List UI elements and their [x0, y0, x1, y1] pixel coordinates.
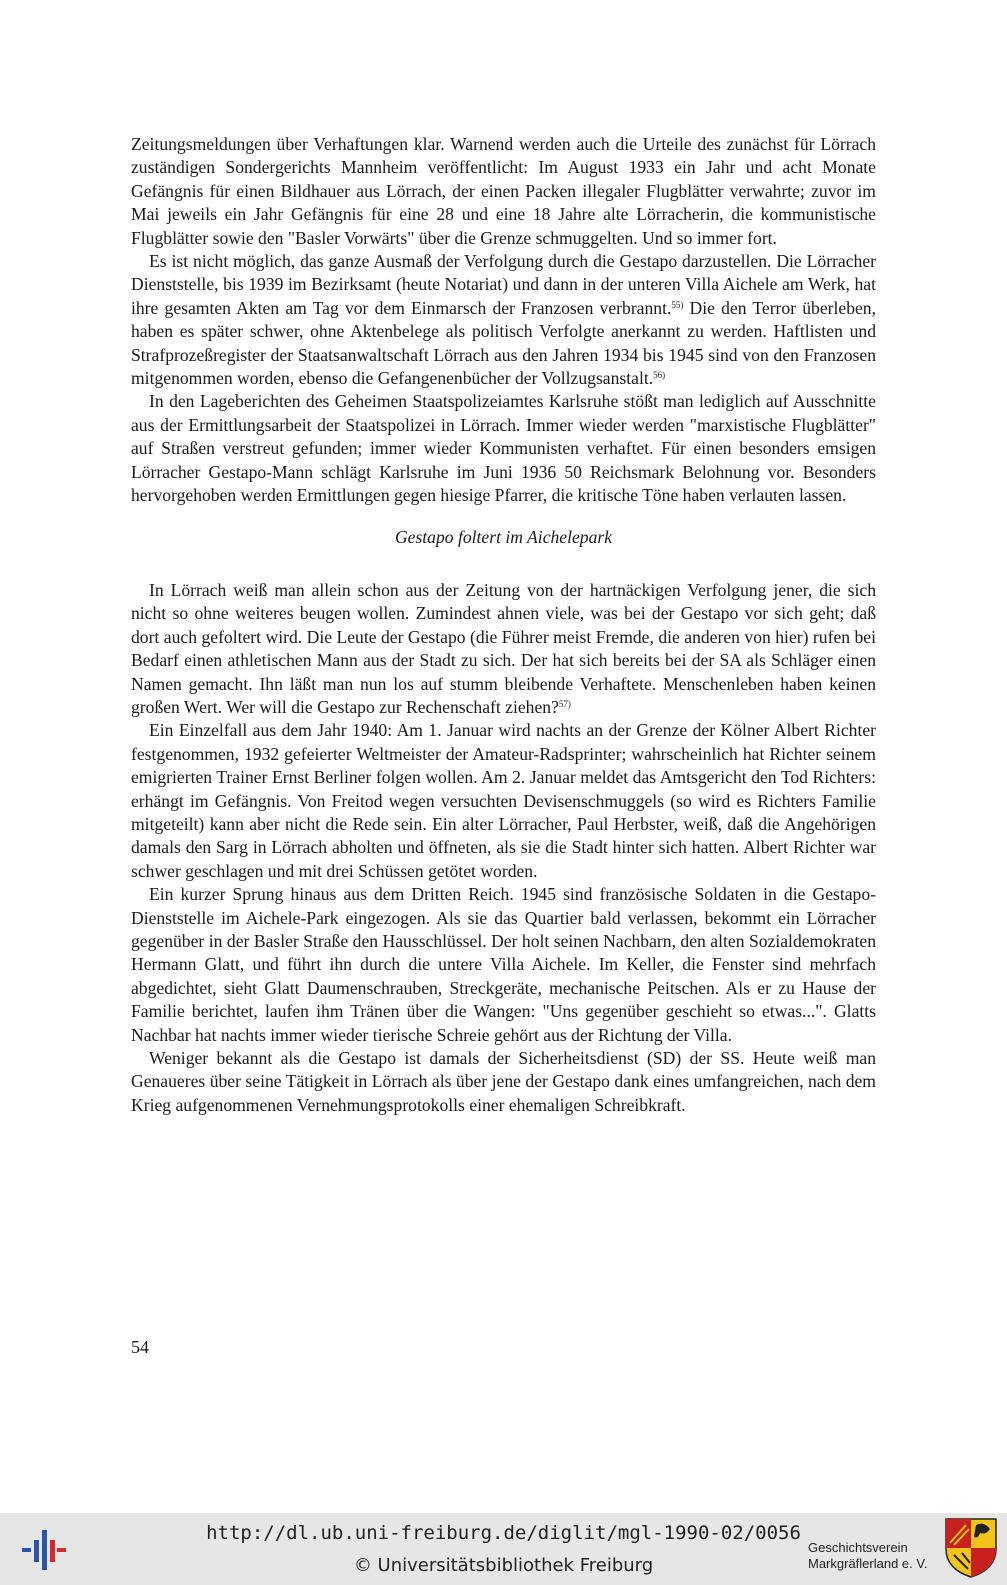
footnote-ref: 56)	[653, 370, 666, 381]
paragraph: Zeitungsmeldungen über Verhaftungen klar. Warnend werden auch die Urteile des zunächst für Lörrach zuständigen Sondergerichts Mannheim veröffentlicht: Im August 1933 ein Jahr und acht Monate Gefängnis für einen Bildhauer aus Lörrach, der einen Packen illegaler Flugblätter verwahrte; zuvor im Mai jeweils ein Jahr Gefängnis für eine 28 und eine 18 Jahre alte Lörracherin, die kommunistische Flugblätter sowie den "Basler Vorwärts" über die Grenze schmuggelten. Und so immer fort.	[131, 134, 876, 248]
section-heading: Gestapo foltert im Aichelepark	[394, 526, 613, 547]
document-link[interactable]: http://dl.ub.uni-freiburg.de/diglit/mgl-1990-02/0056	[206, 1522, 801, 1544]
paragraph: Weniger bekannt als die Gestapo ist damals der Sicherheitsdienst (SD) der SS. Heute weiß man Genaueres über seine Tätigkeit in Lörrach als über jene der Gestapo dank eines umfangreichen, nach dem Krieg aufgenommenen Vernehmungsprotokolls einer ehemaligen Schreibkraft.	[131, 1048, 876, 1115]
paragraph: In den Lageberichten des Geheimen Staatspolizeiamtes Karlsruhe stößt man lediglich auf Ausschnitte aus der Ermittlungsarbeit der Staatspolizei in Lörrach. Immer wieder werden "marxistische Flugblätter" auf Straßen verstreut gefunden; immer wieder Kommunisten verhaftet. Für einen besonders emsigen Lörracher Gestapo-Mann schlägt Karlsruhe im Juni 1936 50 Reichsmark Belohnung vor. Besonders hervorgehoben werden Ermittlungen gegen hiesige Pfarrer, die kritische Töne haben verlauten lassen.	[131, 391, 876, 506]
paragraph: Ein Einzelfall aus dem Jahr 1940: Am 1. Januar wird nachts an der Grenze der Kölner Albert Richter festgenommen, 1932 gefeierter Weltmeister der Amateur-Radsprinter; wahrscheinlich hat Richter seinem emigrierten Trainer Ernst Berliner folgen wollen. Am 2. Januar meldet das Amtsgericht den Tod Richters: erhängt im Gefängnis. Von Freitod wegen versuchten Devisenschmuggels (so wird es Richters Familie mitgeteilt) kann aber nicht die Rede sein. Ein alter Lörracher, Paul Herbster, weiß, daß die Angehörigen damals den Sarg in Lörrach abholten und öffneten, als sie die Stadt hinter sich hatten. Albert Richter war schwer geschlagen und mit drei Schüssen getötet worden.	[131, 720, 876, 881]
copyright-text: © Universitätsbibliothek Freiburg	[353, 1555, 654, 1576]
document-body	[131, 133, 876, 1117]
footnote-ref: 57)	[558, 698, 571, 709]
paragraph: In Lörrach weiß man allein schon aus der Zeitung von der hartnäckigen Verfolgung jener, die sich nicht so ohne weiteres beugen wollen. Zumindest ahnen viele, was bei der Gestapo vor sich geht; daß dort auch gefoltert wird. Die Leute der Gestapo (die Führer meist Fremde, die anderen von hier) rufen bei Bedarf einen athletischen Mann aus der Stadt zu sich. Der hat sich bereits bei der SA als Schläger einen Namen gemacht. Ihn läßt man nun los auf stumm bleibende Verhaftete. Menschenleben haben keinen großen Wert. Wer will die Gestapo zur Rechenschaft ziehen?$^{57)}$	[131, 579, 876, 717]
coat-of-arms-icon	[944, 1517, 998, 1584]
paragraph: Es ist nicht möglich, das ganze Ausmaß der Verfolgung durch die Gestapo darzustellen. Die Lörracher Dienststelle, bis 1939 im Bezirksamt (heute Notariat) und dann in der unteren Villa Aichele am Werk, hat ihre gesamten Akten am Tag vor dem Einmarsch der Franzosen verbrannt.$^{55)}$ Die den Terror überleben, haben es später schwer, ohne Aktenbelege als politisch Verfolgte anerkannt zu werden. Haftlisten und Strafprozeßregister der Staatsanwaltschaft Lörrach aus den Jahren 1934 bis 1945 sind von den Franzosen mitgenommen worden, ebenso die Gefangenenbücher der Vollzugsanstalt.$^{56)}$	[131, 251, 876, 389]
footer-bar	[0, 1513, 1007, 1585]
publisher-name: Geschichtsverein Markgräflerland e. V.	[808, 1540, 928, 1571]
footnote-ref: 55)	[671, 299, 684, 310]
page-number: 54	[131, 1337, 149, 1357]
paragraph: Ein kurzer Sprung hinaus aus dem Dritten Reich. 1945 sind französische Soldaten in die Gestapo-Dienststelle im Aichele-Park eingezogen. Als sie das Quartier bald verlassen, bekommt ein Lörracher gegenüber in der Basler Straße den Hausschlüssel. Der holt seinen Nachbarn, den alten Sozialdemokraten Hermann Glatt, und führt ihn durch die untere Villa Aichele. Im Keller, die Fenster sind mehrfach abgedichtet, sieht Glatt Daumenschrauben, Streckgeräte, mechanische Peitschen. Als er zu Hause der Familie berichtet, laufen ihm Tränen über die Wangen: "Uns gegenüber geschieht so etwas...". Glatts Nachbar hat nachts immer wieder tierische Schreie gehört aus der Richtung der Villa.	[131, 884, 876, 1045]
